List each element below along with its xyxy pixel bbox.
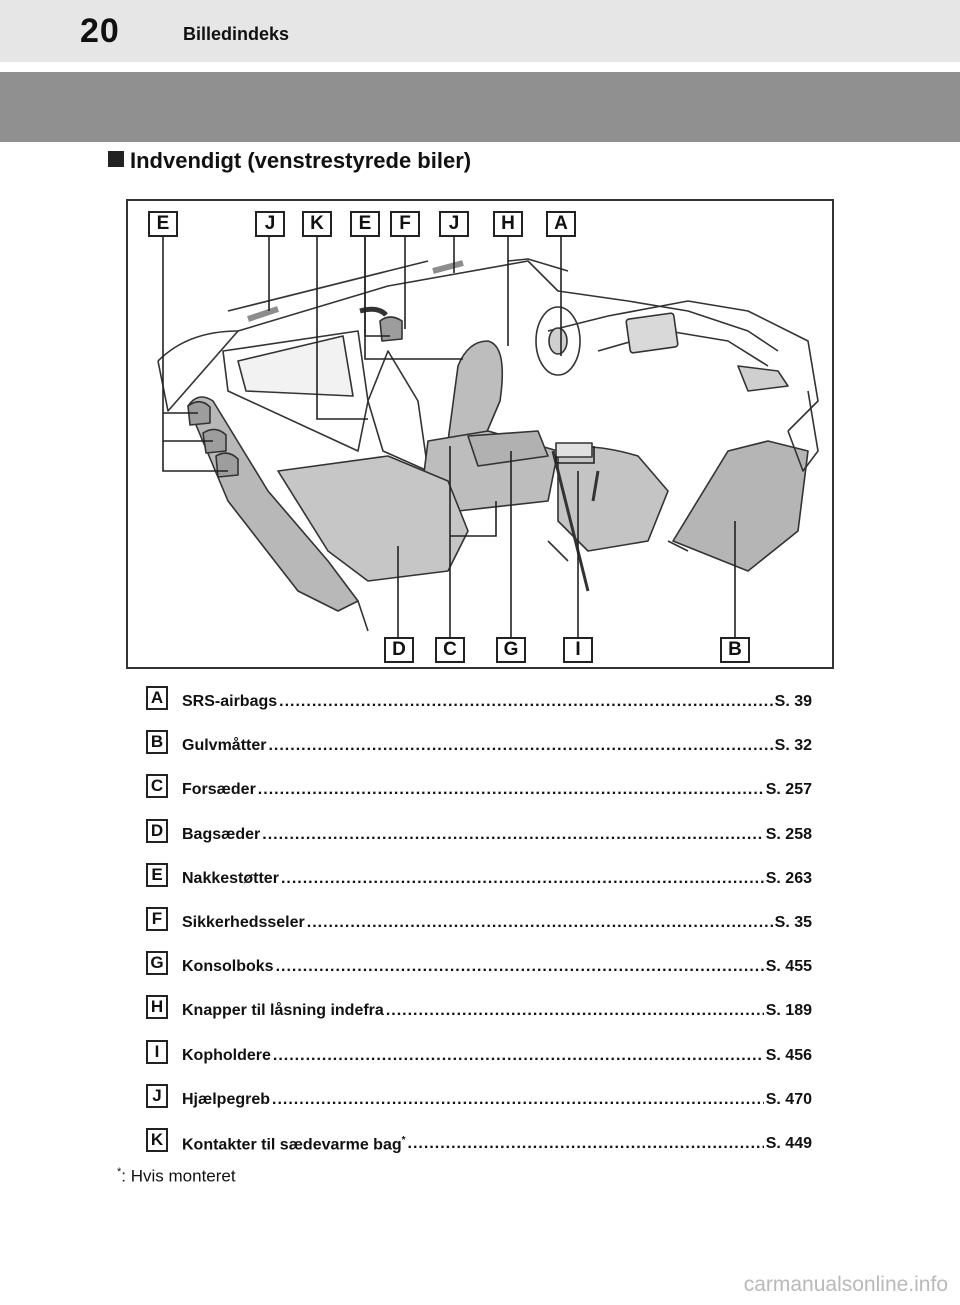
callout-g: G bbox=[496, 637, 526, 663]
legend-page-ref[interactable]: S. 32 bbox=[774, 737, 812, 755]
legend-key: K bbox=[146, 1128, 168, 1152]
callout-e: E bbox=[148, 211, 178, 237]
callout-a: A bbox=[546, 211, 576, 237]
callout-b: B bbox=[720, 637, 750, 663]
legend-item-i bbox=[146, 1040, 816, 1084]
legend-name: Bagsæder bbox=[182, 825, 261, 843]
legend-page-ref[interactable]: S. 257 bbox=[765, 781, 812, 799]
callout-f: F bbox=[390, 211, 420, 237]
legend-name bbox=[182, 1135, 406, 1154]
legend-name: Nakkestøtter bbox=[182, 869, 279, 887]
legend-item-g bbox=[146, 951, 816, 995]
legend-page-ref[interactable]: S. 35 bbox=[774, 913, 812, 931]
section-band bbox=[0, 72, 960, 142]
section-title bbox=[108, 148, 471, 174]
car-interior-drawing bbox=[128, 201, 832, 667]
legend-name: Hjælpegreb bbox=[182, 1090, 271, 1108]
legend-page-ref[interactable]: S. 456 bbox=[765, 1046, 812, 1064]
legend-name: Kopholdere bbox=[182, 1046, 271, 1064]
callout-e-second: E bbox=[350, 211, 380, 237]
callout-i: I bbox=[563, 637, 593, 663]
legend-item-k bbox=[146, 1128, 816, 1172]
legend-item-d bbox=[146, 819, 816, 863]
legend-item-b bbox=[146, 730, 816, 774]
legend-key: E bbox=[146, 863, 168, 887]
legend-key: A bbox=[146, 686, 168, 710]
page-number: 20 bbox=[80, 12, 120, 50]
legend-key: B bbox=[146, 730, 168, 754]
callout-k: K bbox=[302, 211, 332, 237]
footnote-marker: * bbox=[117, 1166, 122, 1178]
top-header-bar bbox=[0, 0, 960, 62]
legend-key: I bbox=[146, 1040, 168, 1064]
legend-name: Knapper til låsning indefra bbox=[182, 1002, 384, 1020]
legend-key: H bbox=[146, 995, 168, 1019]
legend-item-h bbox=[146, 995, 816, 1039]
section-title-text: Indvendigt (venstrestyrede biler) bbox=[130, 148, 472, 173]
legend-list bbox=[146, 686, 816, 1172]
square-bullet-icon bbox=[108, 151, 124, 167]
legend-name: Konsolboks bbox=[182, 958, 274, 976]
legend-item-e bbox=[146, 863, 816, 907]
legend-item-c bbox=[146, 774, 816, 818]
legend-item-a bbox=[146, 686, 816, 730]
legend-key: J bbox=[146, 1084, 168, 1108]
legend-key: G bbox=[146, 951, 168, 975]
legend-name: Forsæder bbox=[182, 781, 256, 799]
callout-d: D bbox=[384, 637, 414, 663]
callout-c: C bbox=[435, 637, 465, 663]
legend-key: D bbox=[146, 819, 168, 843]
footnote-marker: * bbox=[401, 1134, 406, 1146]
footnote-text: : Hvis monteret bbox=[121, 1166, 236, 1186]
callout-j-second: J bbox=[439, 211, 469, 237]
footnote bbox=[117, 1166, 236, 1187]
legend-name-text: Kontakter til sædevarme bag bbox=[182, 1136, 402, 1154]
legend-page-ref[interactable]: S. 258 bbox=[765, 825, 812, 843]
callout-j: J bbox=[255, 211, 285, 237]
legend-page-ref[interactable]: S. 263 bbox=[765, 869, 812, 887]
legend-name: Sikkerhedsseler bbox=[182, 913, 305, 931]
legend-name: SRS-airbags bbox=[182, 693, 278, 710]
legend-key: C bbox=[146, 774, 168, 798]
legend-page-ref[interactable]: S. 455 bbox=[765, 958, 812, 976]
legend-item-f bbox=[146, 907, 816, 951]
watermark: carmanualsonline.info bbox=[743, 1273, 948, 1296]
legend-item-j bbox=[146, 1084, 816, 1128]
legend-page-ref[interactable]: S. 189 bbox=[765, 1002, 812, 1020]
callout-h: H bbox=[493, 211, 523, 237]
legend-page-ref[interactable]: S. 39 bbox=[774, 693, 812, 710]
page-header-title: Billedindeks bbox=[183, 24, 290, 44]
interior-illustration bbox=[126, 199, 834, 669]
legend-key: F bbox=[146, 907, 168, 931]
legend-page-ref[interactable]: S. 470 bbox=[765, 1090, 812, 1108]
legend-page-ref[interactable]: S. 449 bbox=[765, 1134, 812, 1152]
legend-name: Gulvmåtter bbox=[182, 737, 267, 755]
